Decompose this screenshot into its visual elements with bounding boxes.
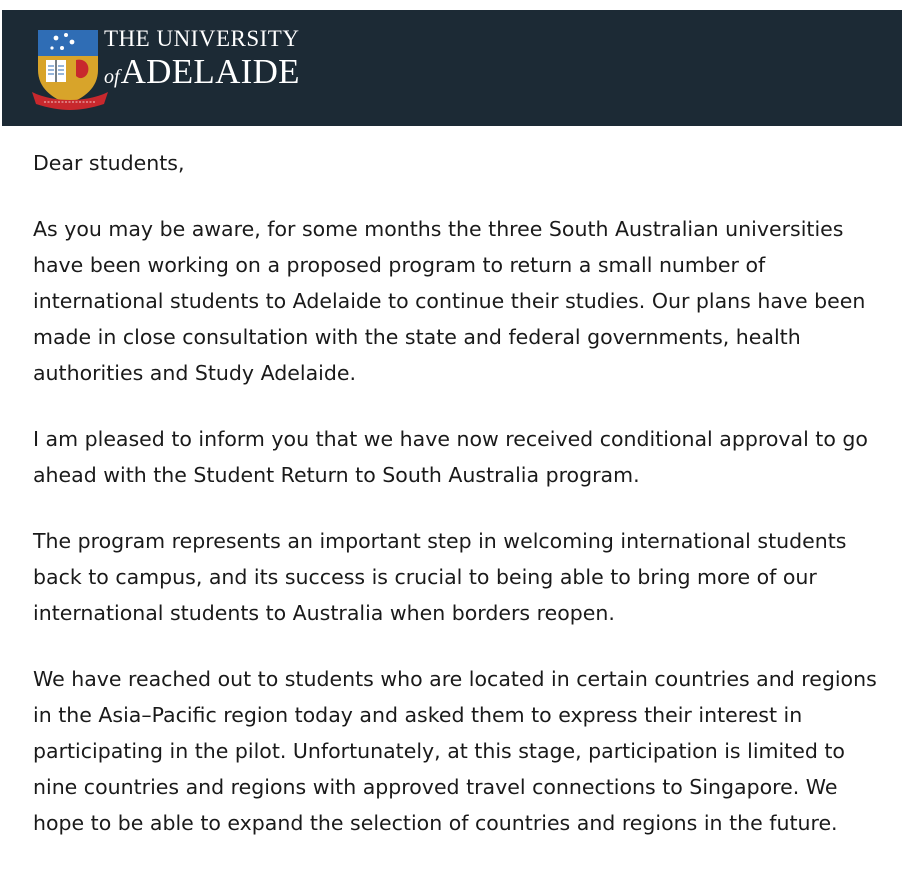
letter-body [33,145,893,871]
wordmark-line-1: THE UNIVERSITY [104,26,300,51]
wordmark-line-2 [104,52,300,92]
university-wordmark [104,26,314,96]
letter-greeting: Dear students, [33,151,185,175]
header-banner [2,10,902,126]
wordmark-adelaide: ADELAIDE [120,52,300,91]
university-logo[interactable] [32,26,312,122]
letter-paragraph: I am pleased to inform you that we have now received conditional approval to go ahead with the Student Return to South Australia program. [33,427,868,487]
letter-paragraph: As you may be aware, for some months the three South Australian universities have been working on a proposed program to return a small number of international students to Adelaide to continue their studies. Our plans have been made in close consultation with the state and federal governments, health authorities and Study Adelaide. [33,217,866,385]
letter-paragraph: The program represents an important step in welcoming international students back to campus, and its success is crucial to being able to bring more of our international students to Australia when borders reopen. [33,529,847,625]
university-crest-icon [32,26,108,110]
letter-paragraph: We have reached out to students who are located in certain countries and regions in the Asia–Pacific region today and asked them to express their interest in participating in the pilot. Unfortunately, at this stage, participation is limited to nine countries and regions with approved travel connections to Singapore. We hope to be able to expand the selection of countries and regions in the future. [33,667,877,835]
wordmark-of: of [104,66,120,88]
